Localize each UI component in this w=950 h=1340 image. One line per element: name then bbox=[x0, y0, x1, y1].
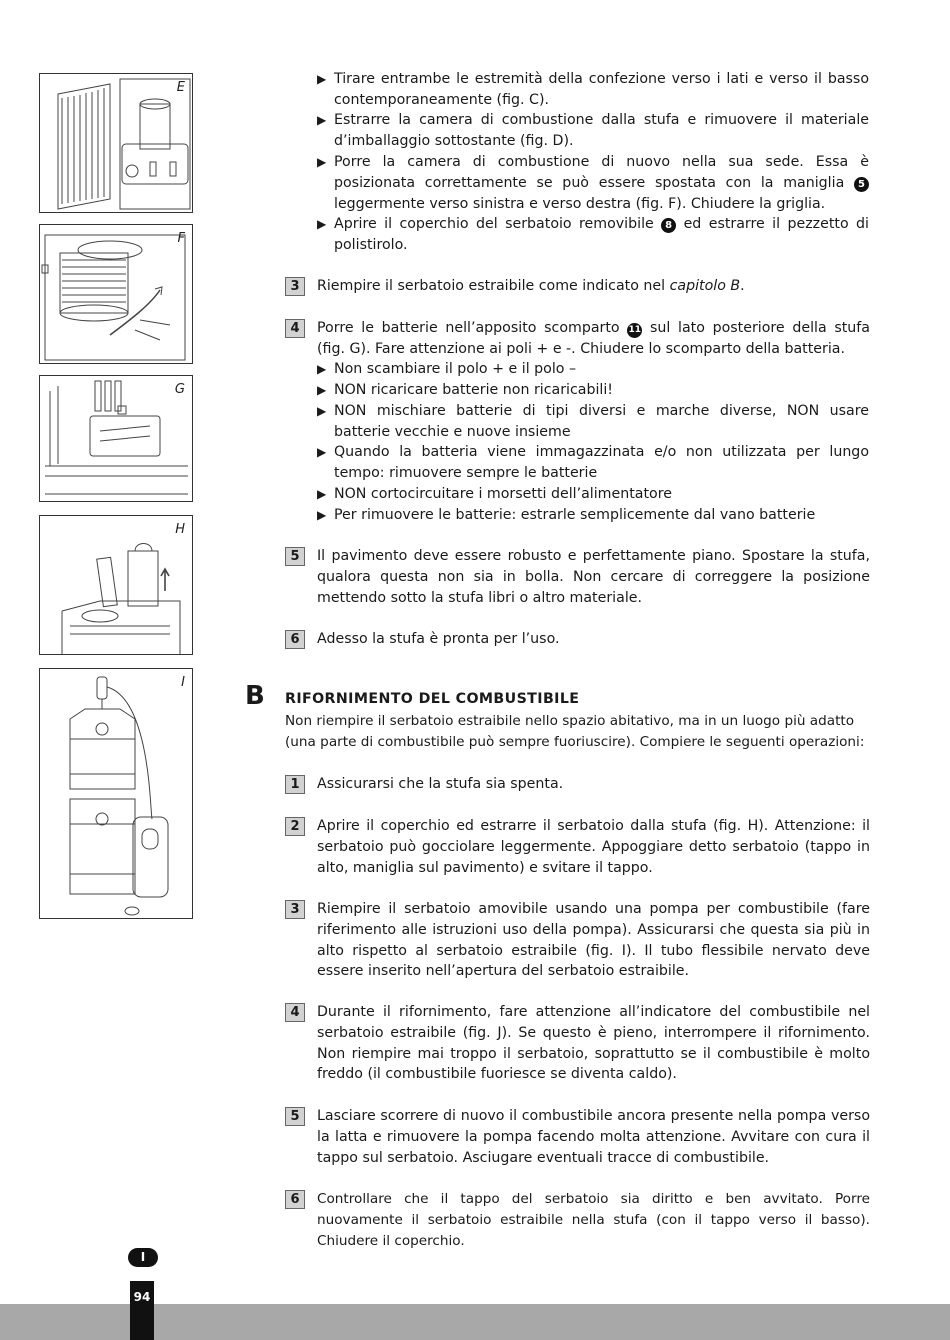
arrow-right-icon: ▶ bbox=[317, 217, 327, 231]
battery-compartment-illustration bbox=[40, 376, 193, 502]
step-number: 3 bbox=[285, 277, 305, 296]
arrow-right-icon: ▶ bbox=[317, 404, 327, 418]
bullet-item: ▶ Tirare entrambe le estremità della confezione verso i lati e verso il basso contemporaneamente (fig. C). bbox=[317, 71, 869, 108]
arrow-right-icon: ▶ bbox=[317, 487, 327, 501]
figure-e bbox=[39, 73, 193, 213]
step-item: 4 Durante il rifornimento, fare attenzione all’indicatore del combustibile nel serbatoio estraibile (fig. J). Se questo è pieno, interrompere il rifornimento. Non riempire mai troppo il serbatoio, soprattutto se il combustibile è molto freddo (il combustibile fuoriesce se diventa caldo). bbox=[285, 1002, 870, 1085]
figure-h bbox=[39, 515, 193, 655]
arrow-right-icon: ▶ bbox=[317, 383, 327, 397]
bullet-item: ▶ NON ricaricare batterie non ricaricabili! bbox=[317, 380, 869, 401]
section-title: RIFORNIMENTO DEL COMBUSTIBILE bbox=[285, 691, 580, 707]
figure-label: G bbox=[174, 382, 185, 397]
bullet-item: ▶ Quando la batteria viene immagazzinata e/o non utilizzata per lungo tempo: rimuovere sempre le batterie bbox=[317, 444, 869, 481]
step-number: 1 bbox=[285, 775, 305, 794]
step-item: 5 Lasciare scorrere di nuovo il combustibile ancora presente nella pompa verso la latta e rimuovere la pompa facendo molta attenzione. Avvitare con cura il tappo sul serbatoio. Asciugare eventuali tracce di combustibile. bbox=[285, 1106, 870, 1168]
page-number: 94 bbox=[133, 1290, 151, 1304]
figure-label: F bbox=[177, 231, 185, 246]
arrow-right-icon: ▶ bbox=[317, 445, 327, 459]
figure-label: H bbox=[175, 522, 185, 537]
section-letter: B bbox=[245, 681, 265, 711]
step-item: 1 Assicurarsi che la stufa sia spenta. bbox=[285, 774, 870, 795]
heater-grille-illustration bbox=[40, 74, 193, 213]
arrow-right-icon: ▶ bbox=[317, 508, 327, 522]
number-8-icon: 8 bbox=[661, 218, 676, 233]
tank-removal-illustration bbox=[40, 516, 193, 655]
step-item: 6 Adesso la stufa è pronta per l’uso. bbox=[285, 629, 870, 650]
bullet-item: ▶ NON cortocircuitare i morsetti dell’alimentatore bbox=[317, 484, 869, 505]
number-5-icon: 5 bbox=[854, 177, 869, 192]
step-number: 4 bbox=[285, 319, 305, 338]
bullet-item: ▶ Per rimuovere le batterie: estrarle semplicemente dal vano batterie bbox=[317, 505, 869, 526]
bullet-item: ▶ Aprire il coperchio del serbatoio removibile 8 ed estrarre il pezzetto di polistirolo. bbox=[317, 216, 869, 253]
arrow-right-icon: ▶ bbox=[317, 72, 327, 86]
combustion-chamber-illustration bbox=[40, 225, 193, 364]
figure-label: I bbox=[181, 675, 185, 690]
bullet-item: ▶ Porre la camera di combustione di nuovo nella sua sede. Essa è posizionata correttamente se può essere spostata con la maniglia 5 leggermente verso sinistra e verso destra (fig. F). Chiudere la griglia. bbox=[317, 154, 869, 212]
language-badge: I bbox=[128, 1248, 158, 1267]
section-intro: Non riempire il serbatoio estraibile nello spazio abitativo, ma in un luogo più adatto (una parte di combustibile può sempre fuoriuscire). Compiere le seguenti operazioni: bbox=[285, 713, 865, 750]
step-item: 6 Controllare che il tappo del serbatoio sia diritto e ben avvitato. Porre nuovamente il serbatoio estraibile nella stufa (con il tappo verso il basso). Chiudere il coperchio. bbox=[285, 1189, 870, 1251]
figure-g bbox=[39, 375, 193, 502]
bullet-item: ▶ Non scambiare il polo + e il polo – bbox=[317, 359, 869, 380]
step-item: 4 Porre le batterie nell’apposito scomparto 11 sul lato posteriore della stufa (fig. G). Fare attenzione ai poli + e -. Chiudere lo scomparto della batteria. bbox=[285, 318, 870, 360]
bullet-item: ▶ Estrarre la camera di combustione dalla stufa e rimuovere il materiale d’imballaggio sottostante (fig. D). bbox=[317, 112, 869, 149]
step-item: 3 Riempire il serbatoio estraibile come indicato nel capitolo B. bbox=[285, 276, 870, 297]
figure-f bbox=[39, 224, 193, 364]
refuelling-pump-illustration bbox=[40, 669, 193, 919]
arrow-right-icon: ▶ bbox=[317, 362, 327, 376]
step-number: 3 bbox=[285, 900, 305, 919]
step-number: 6 bbox=[285, 630, 305, 649]
step-item: 2 Aprire il coperchio ed estrarre il serbatoio dalla stufa (fig. H). Attenzione: il serbatoio può gocciolare leggermente. Appoggiare detto serbatoio (tappo in alto, maniglia sul pavimento) e svitare il tappo. bbox=[285, 816, 870, 878]
number-11-icon: 11 bbox=[627, 323, 642, 338]
arrow-right-icon: ▶ bbox=[317, 155, 327, 169]
arrow-right-icon: ▶ bbox=[317, 113, 327, 127]
step-number: 5 bbox=[285, 547, 305, 566]
step-number: 2 bbox=[285, 817, 305, 836]
figure-i bbox=[39, 668, 193, 919]
step-item: 5 Il pavimento deve essere robusto e perfettamente piano. Spostare la stufa, qualora questa non sia in bolla. Non cercare di correggere la posizione mettendo sotto la stufa libri o altro materiale. bbox=[285, 546, 870, 608]
step-number: 4 bbox=[285, 1003, 305, 1022]
bullet-item: ▶ NON mischiare batterie di tipi diversi e marche diverse, NON usare batterie vecchie e nuove insieme bbox=[317, 403, 869, 440]
step-item: 3 Riempire il serbatoio amovibile usando una pompa per combustibile (fare riferimento alle istruzioni uso della pompa). Assicurarsi che questa sia più in alto rispetto al serbatoio estraibile (fig. I). Il tubo flessibile nervato deve essere inserito nell’apertura del serbatoio estraibile. bbox=[285, 899, 870, 982]
figure-label: E bbox=[176, 80, 185, 95]
step-number: 6 bbox=[285, 1190, 305, 1209]
step-number: 5 bbox=[285, 1107, 305, 1126]
